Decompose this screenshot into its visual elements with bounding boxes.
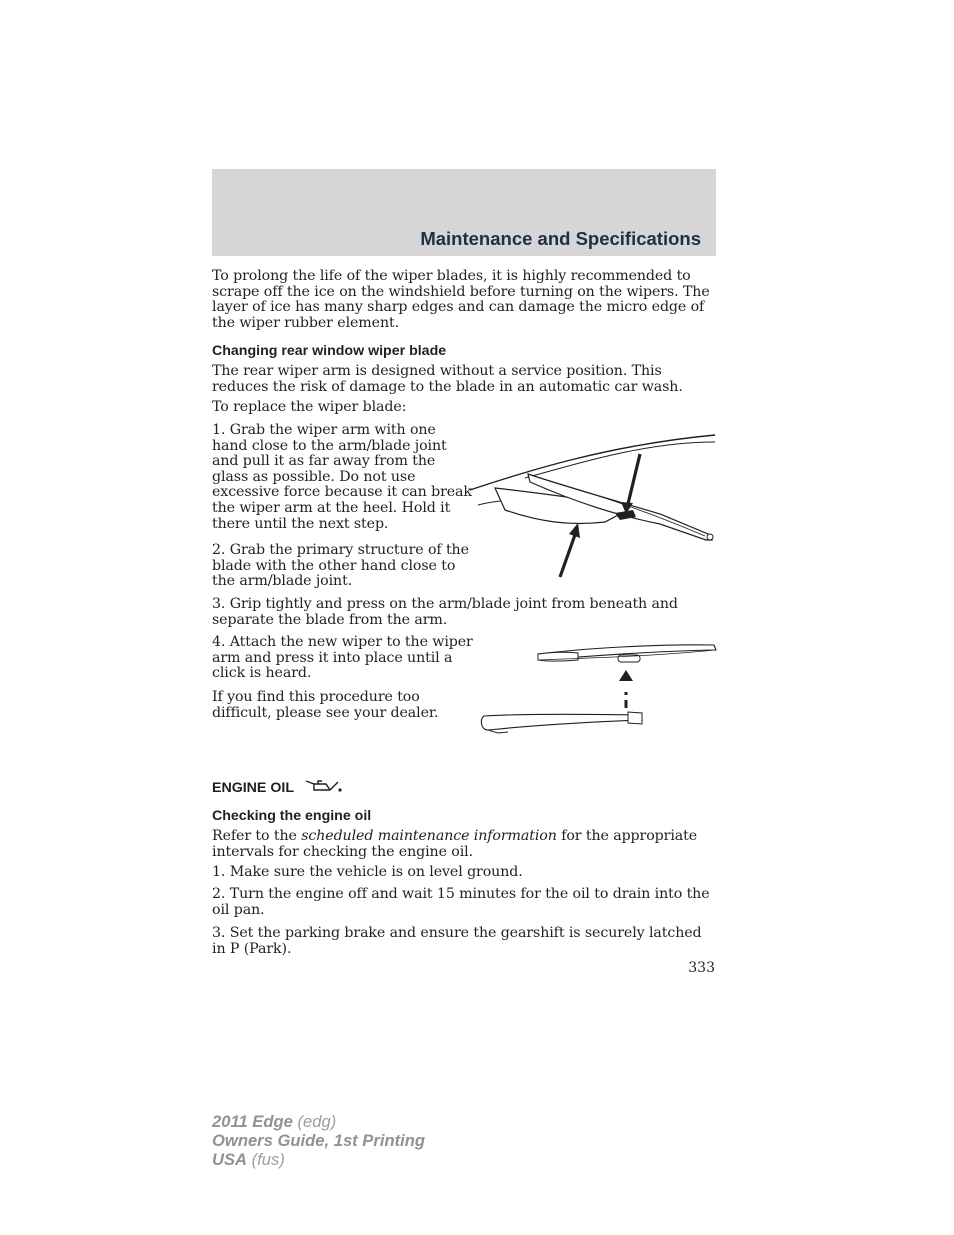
footer-region: USA bbox=[212, 1150, 248, 1169]
page-number: 333 bbox=[688, 960, 715, 976]
section-header-band bbox=[212, 169, 716, 256]
engine-oil-heading bbox=[212, 778, 342, 796]
wiper-removal-illustration bbox=[470, 430, 720, 582]
wiper-step-3: 3. Grip tightly and press on the arm/blade joint from beneath and separate the blade from the arm. bbox=[212, 596, 678, 628]
oil-step-1: 1. Make sure the vehicle is on level ground. bbox=[212, 864, 523, 880]
rear-wiper-heading: Changing rear window wiper blade bbox=[212, 343, 447, 359]
footer-guide: Owners Guide, 1st Printing bbox=[212, 1131, 425, 1150]
intro-paragraph: To prolong the life of the wiper blades, it is highly recommended to scrape off the ice on the windshield before turning on the wipers. The layer of ice has many sharp edges and can damage the micro edge of the wiper rubber element. bbox=[212, 268, 710, 331]
refer-text-start: Refer to the bbox=[212, 828, 302, 844]
footer-model-code: (edg) bbox=[297, 1112, 337, 1131]
oil-step-2: 2. Turn the engine off and wait 15 minutes for the oil to drain into the oil pan. bbox=[212, 886, 710, 918]
oil-can-icon bbox=[304, 778, 342, 794]
wiper-step-2: 2. Grab the primary structure of the blade with the other hand close to the arm/blade joint. bbox=[212, 542, 469, 590]
section-title: Maintenance and Specifications bbox=[420, 228, 701, 249]
oil-step-3: 3. Set the parking brake and ensure the gearshift is securely latched in P (Park). bbox=[212, 925, 702, 957]
dealer-note: If you find this procedure too difficult, please see your dealer. bbox=[212, 689, 439, 721]
refer-text-end: for the appropriate intervals for checking the engine oil. bbox=[212, 828, 698, 860]
replace-lead: To replace the wiper blade: bbox=[212, 399, 407, 415]
footer bbox=[212, 1112, 425, 1169]
wiper-attach-illustration bbox=[478, 636, 720, 742]
checking-oil-heading: Checking the engine oil bbox=[212, 808, 372, 824]
rear-wiper-paragraph: The rear wiper arm is designed without a service position. This reduces the risk of damage to the blade in an automatic car wash. bbox=[212, 363, 683, 395]
footer-region-code: (fus) bbox=[251, 1150, 285, 1169]
engine-oil-heading-text: ENGINE OIL bbox=[212, 780, 294, 796]
refer-paragraph bbox=[212, 829, 718, 860]
scheduled-maintenance-reference: scheduled maintenance information bbox=[301, 828, 557, 844]
wiper-step-1: 1. Grab the wiper arm with one hand close to the arm/blade joint and pull it as far away from the glass as possible. Do not use excessive force because it can break the wiper arm at the heel. Hold it there until the next step. bbox=[212, 422, 472, 532]
footer-model: 2011 Edge bbox=[212, 1112, 293, 1131]
wiper-step-4: 4. Attach the new wiper to the wiper arm and press it into place until a click is heard. bbox=[212, 634, 473, 682]
